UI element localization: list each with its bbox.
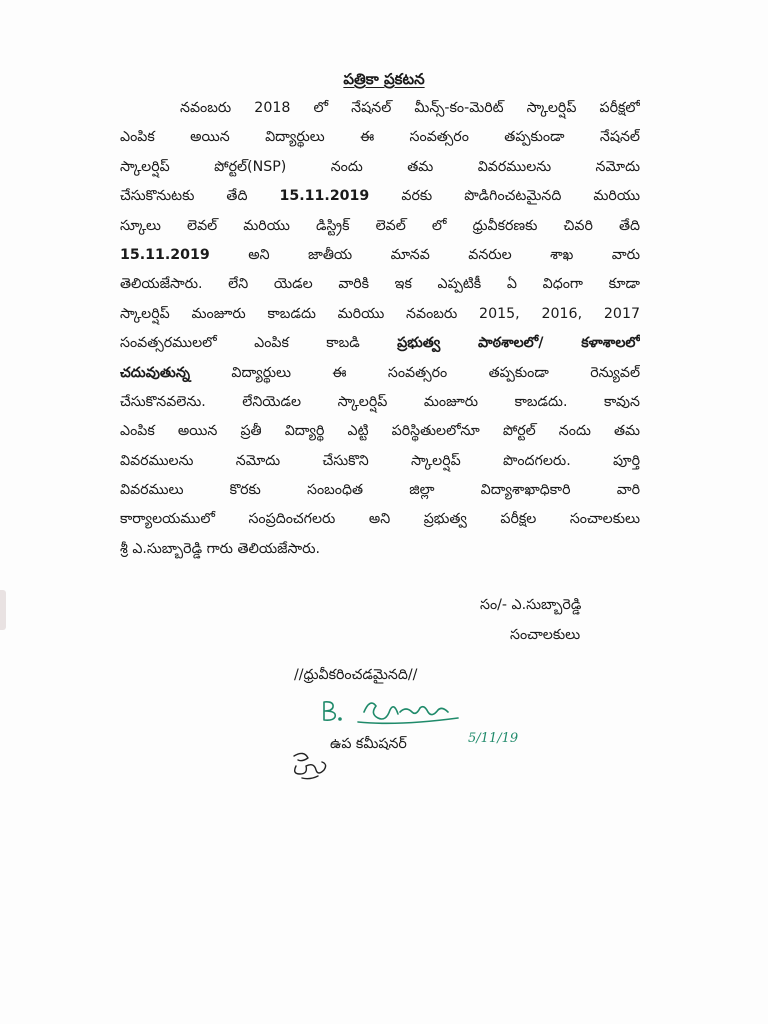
body-text: కార్యాలయములో సంప్రదించగలరు అని ప్రభుత్వ పరీక్షల సంచాలకులు	[120, 511, 640, 528]
attestation-text: //ధ్రువీకరించడమైనది//	[294, 667, 418, 683]
body-line	[120, 359, 640, 388]
body-line	[120, 535, 640, 564]
body-text: తెలియజేసారు. లేని యెడల వారికి ఇక ఎప్పటికీ ఏ విధంగా కూడా	[120, 276, 640, 293]
body-text: ఎంపిక అయిన విద్యార్థులు ఈ సంవత్సరం తప్పకుండా నేషనల్	[120, 129, 640, 146]
body-text: విద్యార్థులు ఈ సంవత్సరం తప్పకుండా రెన్యువల్	[190, 364, 640, 381]
press-release-body	[120, 94, 640, 564]
attester-designation: ఉప కమీషనర్	[330, 736, 407, 752]
body-text: నవంబరు 2018 లో నేషనల్ మీన్స్-కం-మెరిట్ స్కాలర్షిప్ పరీక్షలో	[180, 100, 640, 116]
signature-drawing	[318, 692, 488, 732]
body-text: చేసుకొనవలెను. లేనియెడల స్కాలర్షిప్ మంజూరు కాబడదు. కావున	[120, 393, 640, 410]
body-text: వరకు పొడిగించటమైనది మరియు	[369, 188, 640, 205]
body-line	[120, 505, 640, 534]
body-text: స్కాలర్షిప్ మంజూరు కాబడదు మరియు నవంబరు 2015, 2016, 2017	[120, 305, 640, 322]
bold-text: 15.11.2019	[279, 188, 370, 205]
body-text: స్కాలర్షిప్ పోర్టల్(NSP) నందు తమ వివరములను నమోదు	[120, 158, 640, 175]
body-text: శ్రీ ఎ.సుబ్బారెడ్డి గారు తెలియజేసారు.	[120, 540, 320, 557]
signatory-designation: సంచాలకులు	[510, 627, 581, 643]
page-edge-mark	[0, 590, 6, 630]
title-text: పత్రికా ప్రకటన	[343, 70, 425, 88]
document-title	[0, 70, 768, 92]
body-line	[120, 270, 640, 299]
initials-drawing	[288, 748, 332, 782]
body-line	[120, 447, 640, 476]
body-line	[120, 329, 640, 358]
signed-by: సం/- ఎ.సుబ్బారెడ్డి	[480, 597, 582, 613]
body-text: సంవత్సరములలో ఎంపిక కాబడి	[120, 335, 398, 352]
bold-text: చదువుతున్న	[120, 364, 190, 381]
body-line	[120, 388, 640, 417]
body-line	[120, 153, 640, 182]
body-line	[120, 182, 640, 211]
body-line	[120, 300, 640, 329]
body-line	[120, 94, 640, 123]
signatory-block	[480, 590, 581, 650]
bold-text: 15.11.2019	[120, 246, 210, 263]
bold-text: ప్రభుత్వ పాఠశాలలో/ కళాశాలలో	[397, 335, 640, 352]
body-line	[120, 476, 640, 505]
body-text: అని జాతీయ మానవ వనరుల శాఖ వారు	[209, 246, 640, 263]
body-line	[120, 241, 640, 270]
initials-mark	[288, 748, 332, 786]
body-text: వివరములు కొరకు సంబంధిత జిల్లా విద్యాశాఖాధికారి వారి	[120, 482, 640, 499]
signature-date: 5/11/19	[468, 731, 519, 746]
body-line	[120, 417, 640, 446]
handwritten-signature	[318, 692, 488, 736]
body-text: స్కూలు లెవల్ మరియు డిస్ట్రిక్ లెవల్ లో ధ్రువీకరణకు చివరి తేది	[120, 217, 640, 234]
body-text: చేసుకొనుటకు తేది	[120, 188, 280, 205]
body-text: ఎంపిక అయిన ప్రతీ విద్యార్థి ఎట్టి పరిస్థితులలోనూ పోర్టల్ నందు తమ	[120, 423, 640, 440]
body-text: వివరములను నమోదు చేసుకొని స్కాలర్షిప్ పొందగలరు. పూర్తి	[120, 452, 640, 469]
body-line	[120, 123, 640, 152]
body-line	[120, 212, 640, 241]
